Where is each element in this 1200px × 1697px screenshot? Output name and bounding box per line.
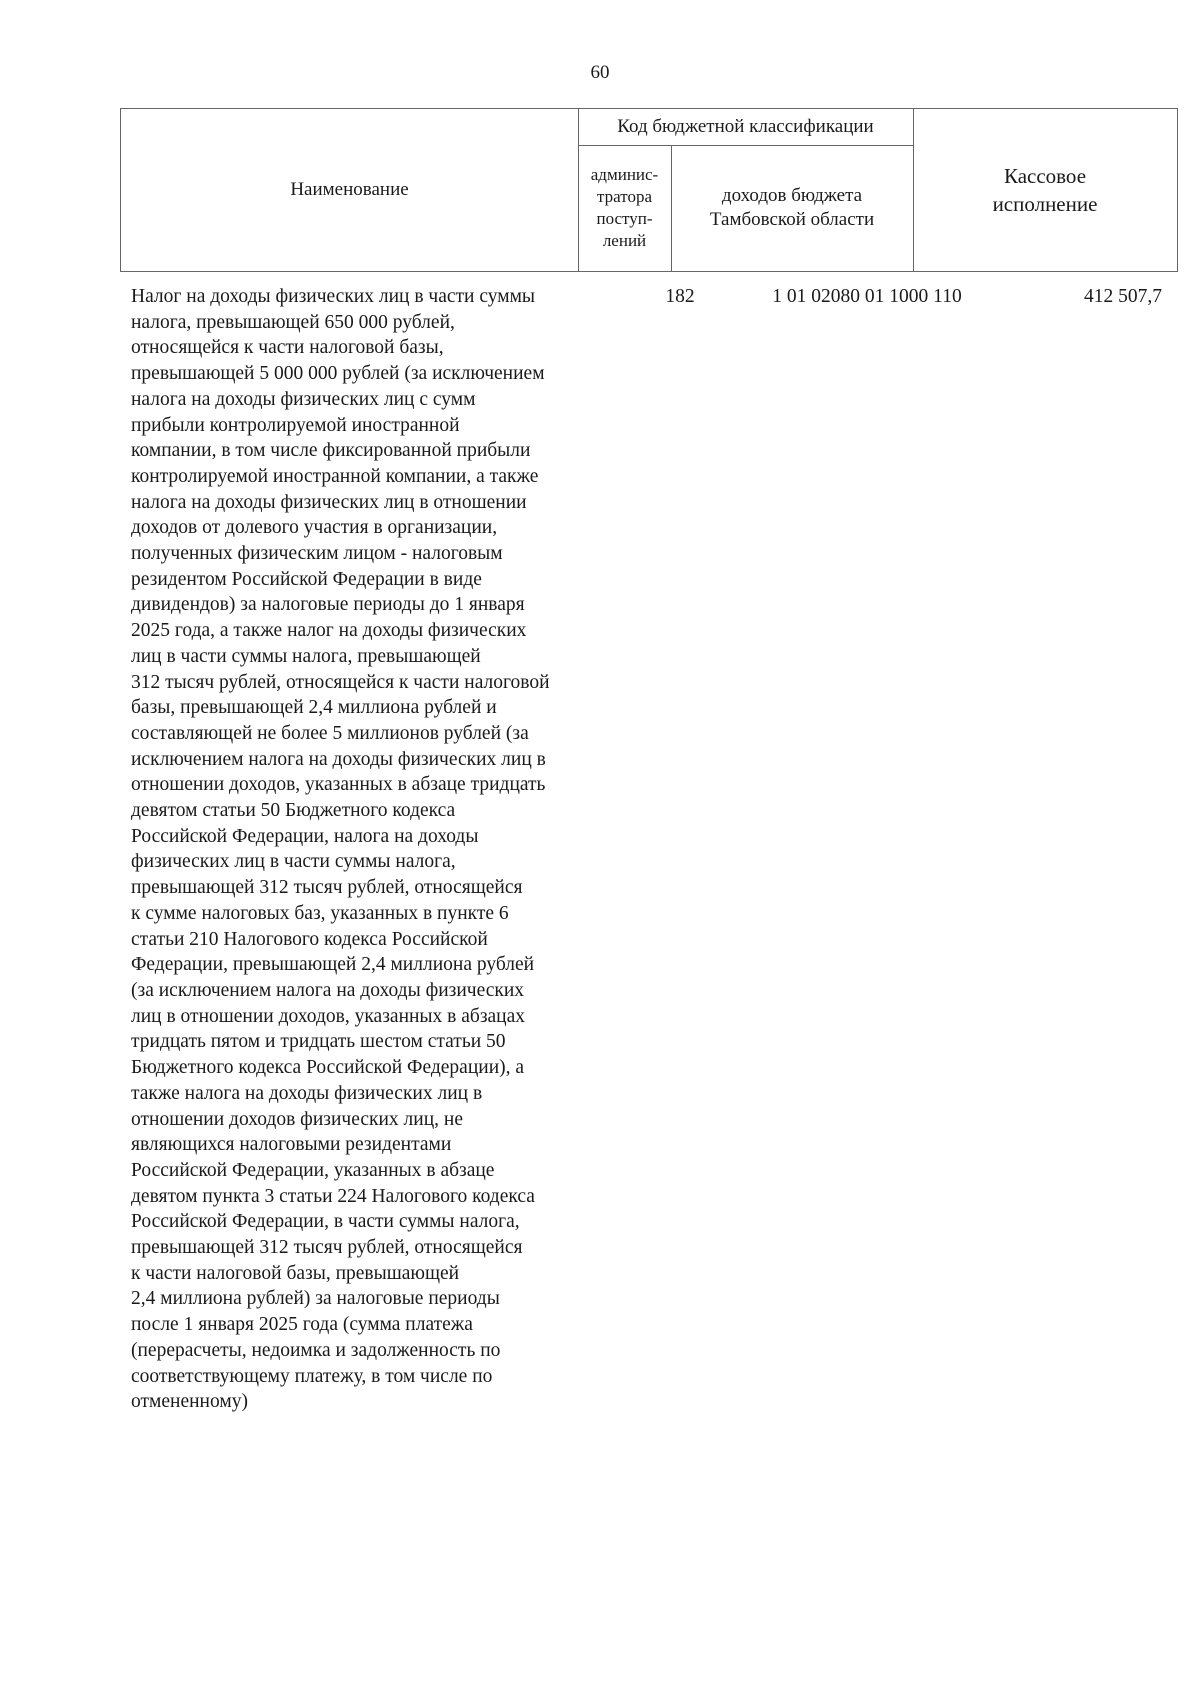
row-name-line: доходов от долевого участия в организации, xyxy=(131,517,498,539)
row-name-line: дивидендов) за налоговые периоды до 1 января xyxy=(131,594,525,616)
header-name xyxy=(121,109,578,271)
header-admin xyxy=(578,145,671,271)
row-name-line: контролируемой иностранной компании, а также xyxy=(131,465,539,487)
row-name-line: Бюджетного кодекса Российской Федерации), а xyxy=(131,1057,525,1079)
row-name-line: превышающей 312 тысяч рублей, относящейся xyxy=(131,877,523,899)
header-income xyxy=(671,145,913,271)
row-name-line: превышающей 5 000 000 рублей (за исключением xyxy=(131,363,545,385)
row-name-line: девятом пункта 3 статьи 224 Налогового кодекса xyxy=(131,1185,535,1207)
header-admin-line: поступ- xyxy=(596,209,653,228)
row-name-line: налога на доходы физических лиц в отношении xyxy=(131,491,527,513)
row-name-line: тридцать пятом и тридцать шестом статьи 50 xyxy=(131,1031,506,1053)
row-name-line: к сумме налоговых баз, указанных в пункте 6 xyxy=(131,902,509,924)
row-name-line: резидентом Российской Федерации в виде xyxy=(131,568,482,590)
row-name-line: являющихся налоговыми резидентами xyxy=(131,1134,452,1156)
row-name-line: Российской Федерации, указанных в абзаце xyxy=(131,1159,495,1181)
row-name-line: отмененному) xyxy=(131,1391,248,1413)
row-admin-code: 182 xyxy=(665,286,695,307)
row-name-line: (за исключением налога на доходы физических xyxy=(131,979,525,1001)
header-income-line: Тамбовской области xyxy=(709,209,875,230)
row-name-line: Федерации, превышающей 2,4 миллиона рублей xyxy=(131,954,535,976)
header-income-line: доходов бюджета xyxy=(721,185,863,207)
row-name-line: 2,4 миллиона рублей) за налоговые периоды xyxy=(131,1288,500,1310)
row-name-line: (перерасчеты, недоимка и задолженность по xyxy=(131,1339,501,1361)
row-name xyxy=(131,284,636,1415)
header-code-group-label: Код бюджетной классификации xyxy=(617,116,874,138)
row-name-line: лиц в части суммы налога, превышающей xyxy=(131,645,481,667)
header-admin-line: админис- xyxy=(590,165,659,184)
header-name-label: Наименование xyxy=(290,179,409,201)
row-amount: 412 507,7 xyxy=(1084,286,1162,307)
header-execution xyxy=(913,109,1177,271)
row-name-line: Российской Федерации, в части суммы налога, xyxy=(131,1211,520,1233)
header-execution-line: Кассовое xyxy=(1003,164,1087,188)
row-name-line: налога на доходы физических лиц с сумм xyxy=(131,388,476,410)
row-name-line: отношении доходов физических лиц, не xyxy=(131,1108,463,1130)
row-name-line: физических лиц в части суммы налога, xyxy=(131,851,456,873)
row-name-line: Российской Федерации, налога на доходы xyxy=(131,825,479,847)
row-name-line: налога, превышающей 650 000 рублей, xyxy=(131,311,455,333)
row-name-line: Налог на доходы физических лиц в части суммы xyxy=(131,286,536,307)
row-name-line: превышающей 312 тысяч рублей, относящейся xyxy=(131,1237,523,1259)
row-name-line: соответствующему платежу, в том числе по xyxy=(131,1365,493,1387)
row-name-line: компании, в том числе фиксированной прибыли xyxy=(131,440,531,462)
row-name-line: девятом статьи 50 Бюджетного кодекса xyxy=(131,800,456,822)
row-name-line: исключением налога на доходы физических лиц в xyxy=(131,748,546,770)
row-name-line: к части налоговой базы, превышающей xyxy=(131,1262,460,1284)
page-number: 60 xyxy=(590,62,610,83)
row-name-line: после 1 января 2025 года (сумма платежа xyxy=(131,1314,473,1336)
row-name-line: отношении доходов, указанных в абзаце тридцать xyxy=(131,774,546,796)
row-name-line: полученных физическим лицом - налоговым xyxy=(131,543,503,565)
row-name-line: статьи 210 Налогового кодекса Российской xyxy=(131,928,488,950)
header-code-group xyxy=(578,109,913,145)
row-name-line: 312 тысяч рублей, относящейся к части налоговой xyxy=(131,671,550,693)
row-name-line: базы, превышающей 2,4 миллиона рублей и xyxy=(131,697,497,719)
header-execution-line: исполнение xyxy=(992,192,1098,216)
header-admin-line: лений xyxy=(602,231,647,250)
row-income-code: 1 01 02080 01 1000 110 xyxy=(772,286,962,307)
row-name-line: прибыли контролируемой иностранной xyxy=(131,414,460,436)
row-name-line: 2025 года, а также налог на доходы физических xyxy=(131,620,527,642)
row-name-line: лиц в отношении доходов, указанных в абзацах xyxy=(131,1005,526,1027)
row-name-line: относящейся к части налоговой базы, xyxy=(131,337,444,359)
header-admin-line: тратора xyxy=(597,187,652,206)
table-header xyxy=(120,108,1178,272)
row-name-line: составляющей не более 5 миллионов рублей (за xyxy=(131,722,529,744)
row-name-line: также налога на доходы физических лиц в xyxy=(131,1082,483,1104)
